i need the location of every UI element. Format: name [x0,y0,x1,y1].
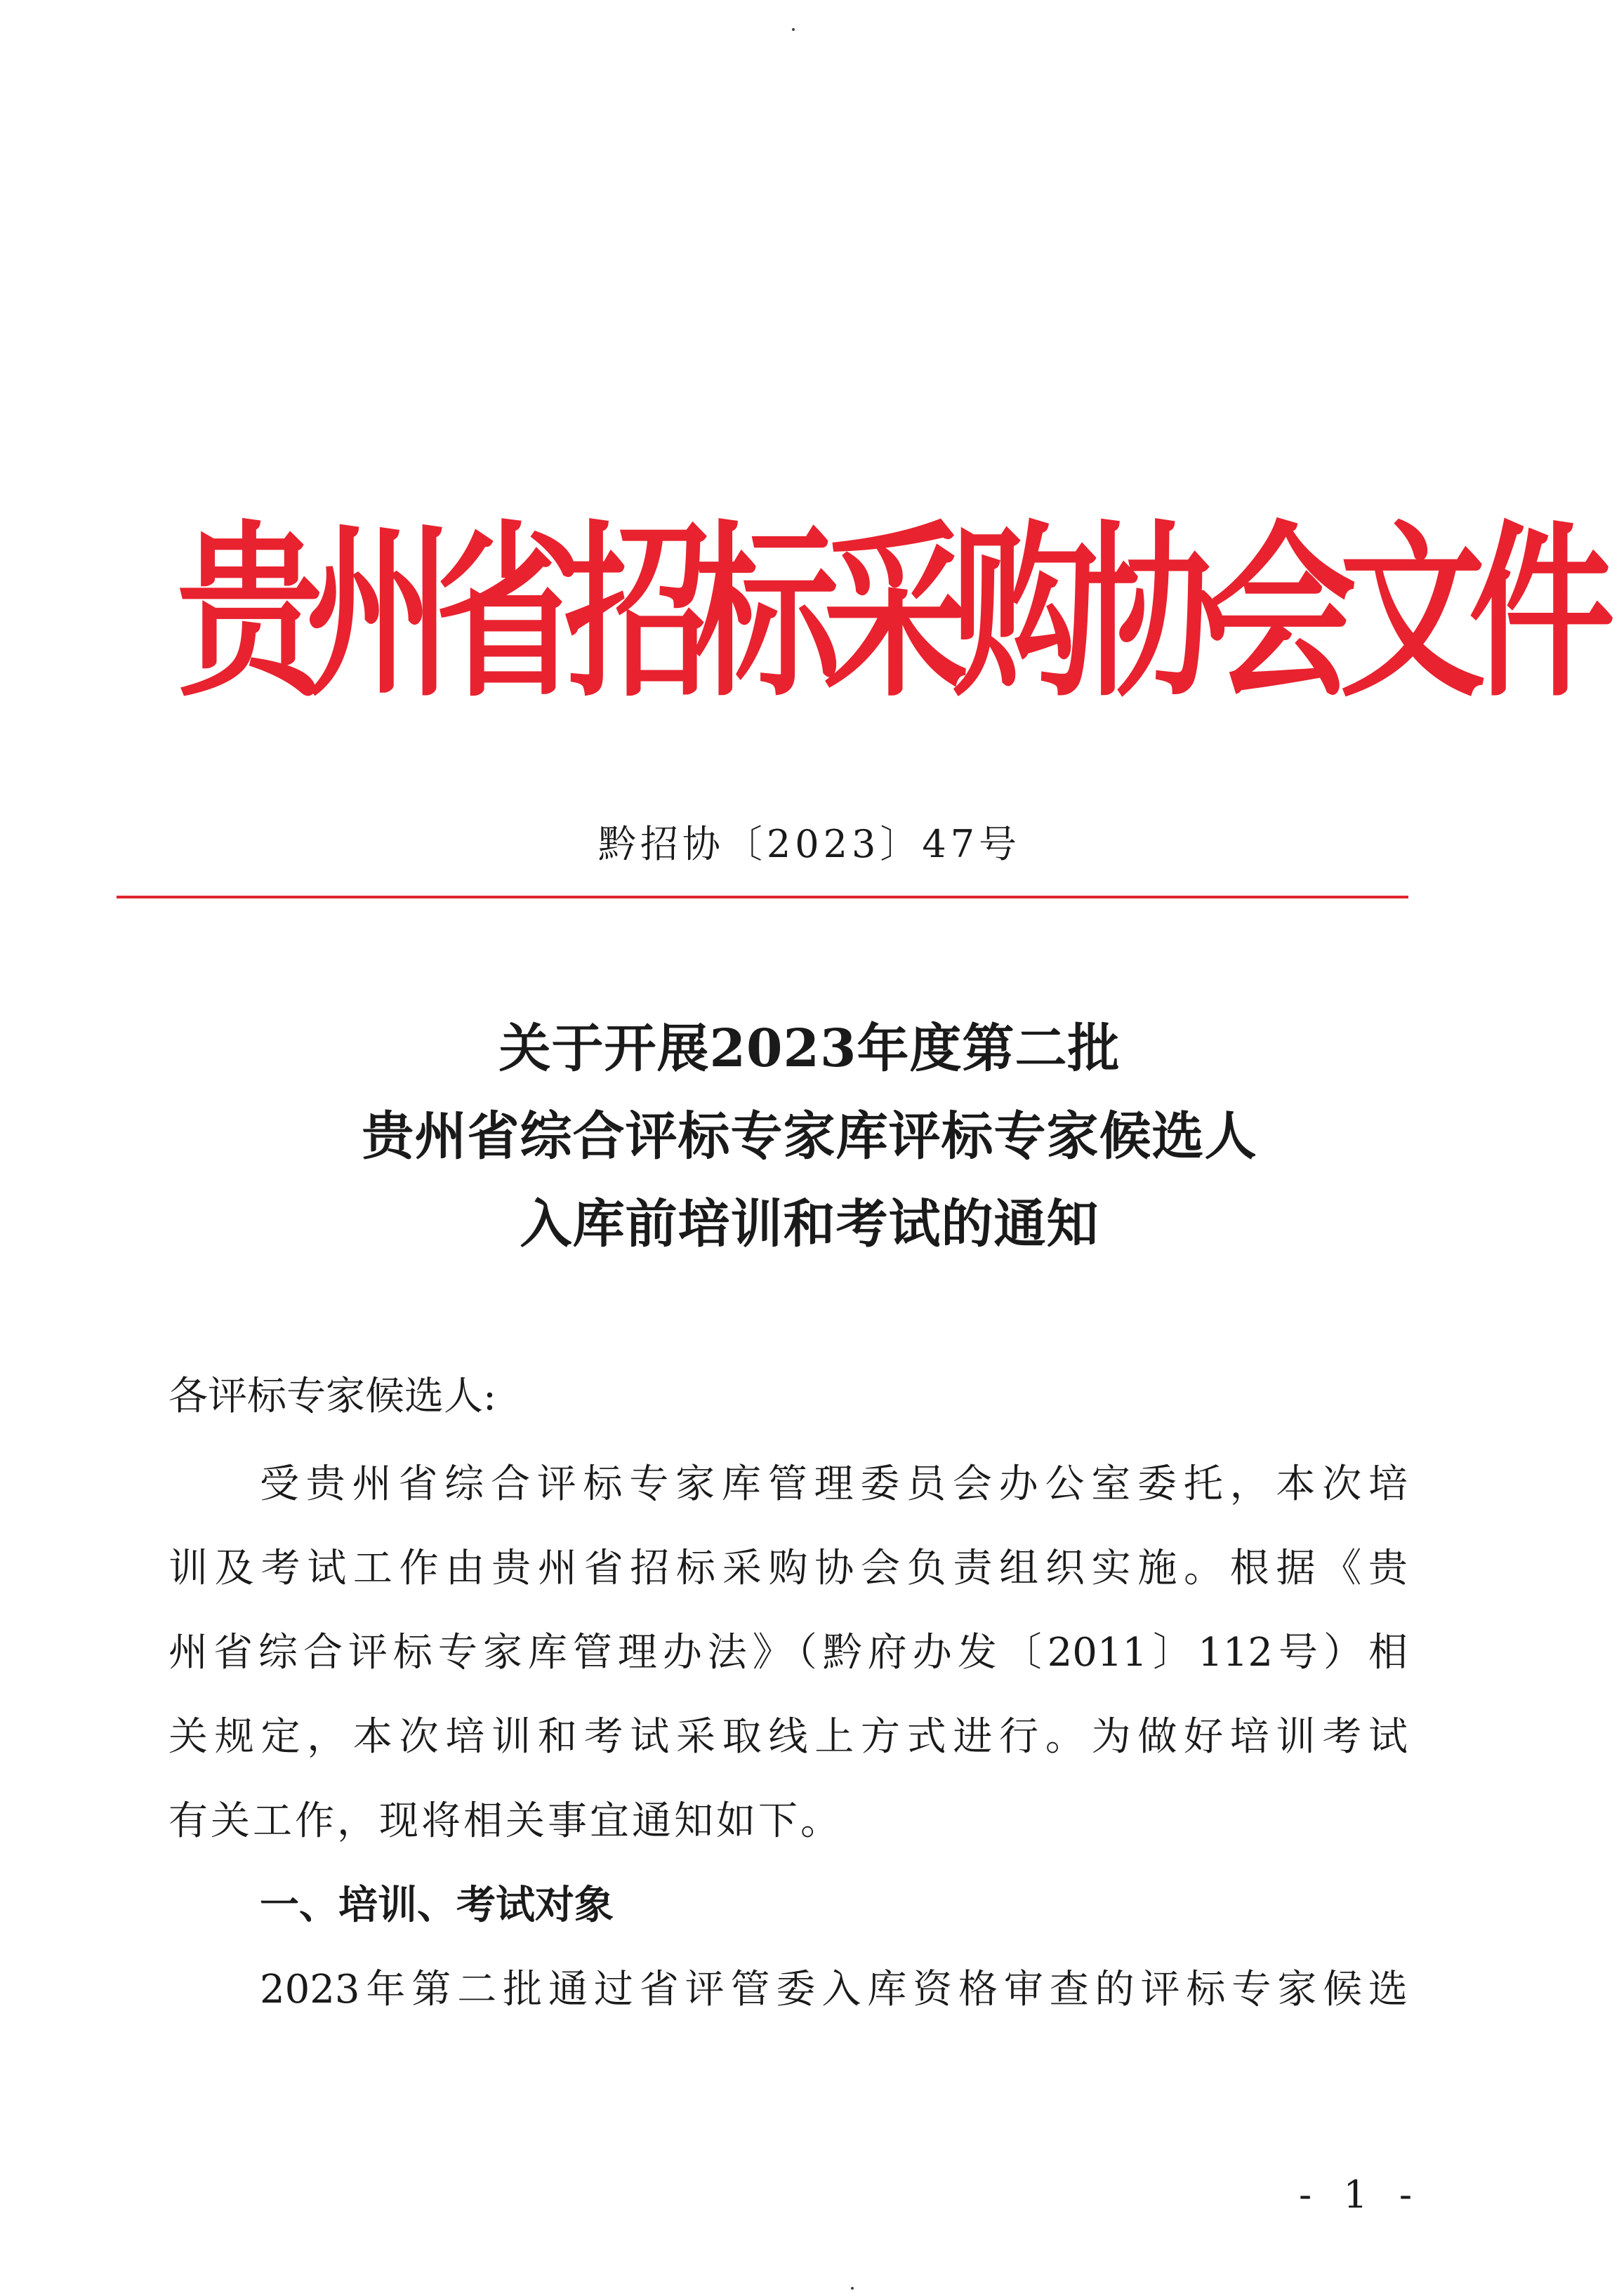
page-number: - 1 - [1299,2172,1422,2217]
scan-speck [792,28,795,31]
notice-title-line-2: 贵州省综合评标专家库评标专家候选人 [362,1106,1257,1167]
salutation: 各评标专家候选人: [168,1374,496,1419]
masthead-title: 贵州省招标采购协会文件 [177,505,1598,723]
document-number: 黔招协〔2023〕47号 [597,822,1022,866]
paragraph-line: 受贵州省综合评标专家库管理委员会办公室委托，本次培 [260,1461,1408,1507]
scan-speck [851,2287,854,2290]
red-separator-line [117,896,1408,898]
notice-title-line-1: 关于开展2023年度第二批 [498,1018,1121,1079]
section-1-text-line: 2023年第二批通过省评管委入库资格审查的评标专家候选 [260,1967,1408,2012]
notice-title-line-3: 入库前培训和考试的通知 [520,1194,1099,1254]
paragraph-line: 关规定，本次培训和考试采取线上方式进行。为做好培训考试 [168,1714,1408,1760]
section-1-heading: 一、培训、考试对象 [260,1883,614,1928]
paragraph-line: 州省综合评标专家库管理办法》（黔府办发〔2011〕112号）相 [168,1630,1408,1675]
paragraph-line: 有关工作，现将相关事宜通知如下。 [168,1798,842,1844]
paragraph-line: 训及考试工作由贵州省招标采购协会负责组织实施。根据《贵 [168,1546,1408,1591]
